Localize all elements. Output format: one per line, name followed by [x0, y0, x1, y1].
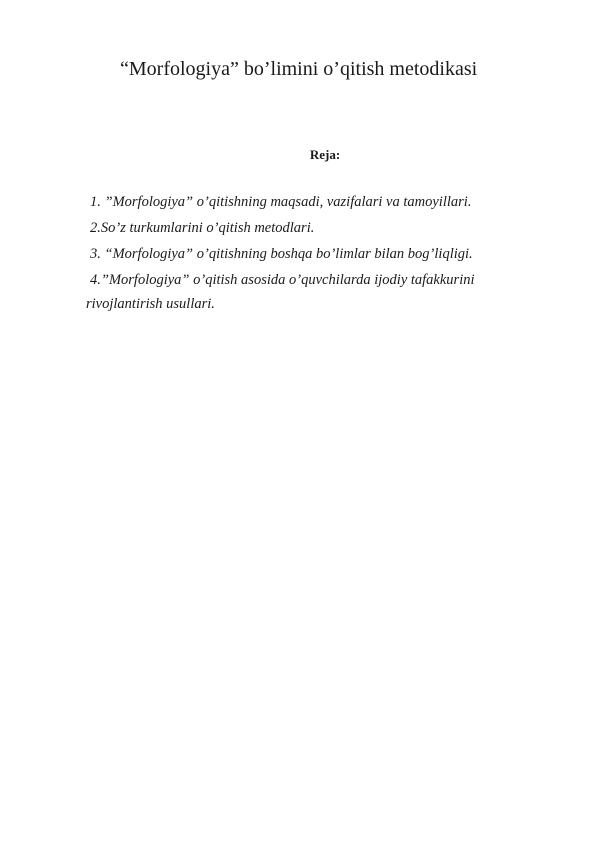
plan-heading: Reja:	[309, 147, 341, 162]
plan-item-4-text: 4.”Morfologiya” o’qitish asosida o’quvchilarda ijodiy tafakkurini	[90, 272, 475, 288]
plan-list	[86, 193, 526, 321]
plan-item-2	[86, 219, 526, 238]
plan-item-3-text: 3. “Morfologiya” o’qitishning boshqa bo’limlar bilan bog’liqligi.	[90, 246, 473, 262]
document-title: “Morfologiya” bo’limini o’qitish metodikasi	[120, 58, 478, 80]
plan-item-4	[86, 271, 526, 314]
plan-item-2-text: 2.So’z turkumlarini o’qitish metodlari.	[90, 220, 315, 236]
plan-item-3	[86, 245, 526, 264]
plan-item-4-continuation: rivojlantirish usullari.	[86, 296, 215, 312]
plan-item-1-text: 1. ”Morfologiya” o’qitishning maqsadi, vazifalari va tamoyillari.	[90, 194, 472, 210]
plan-item-1	[86, 193, 526, 212]
